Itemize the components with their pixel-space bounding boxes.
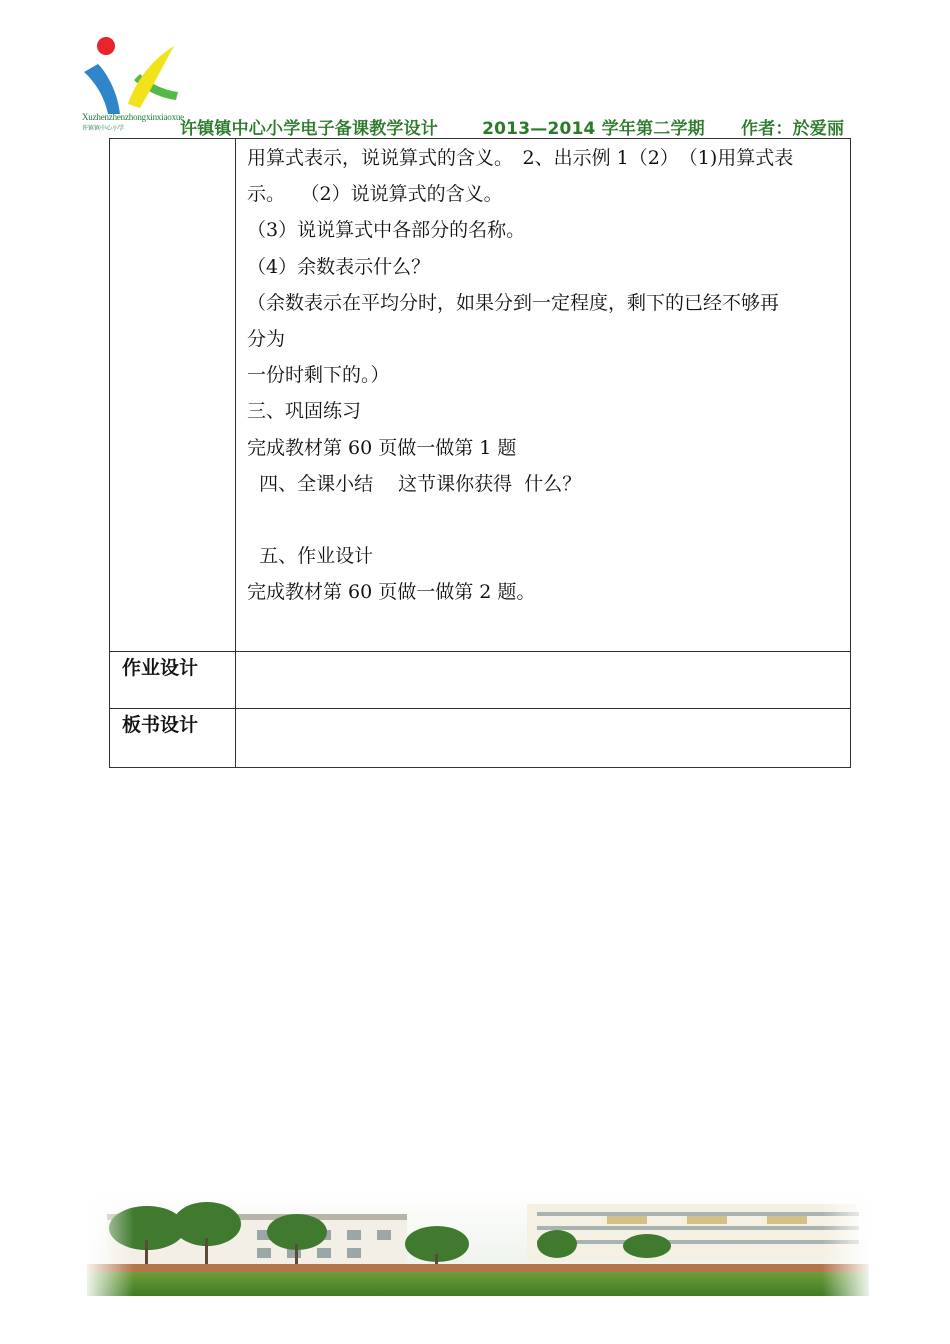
content-line: 完成教材第 60 页做一做第 2 题。: [247, 581, 536, 604]
header-term: 2013—2014 学年第二学期: [482, 119, 705, 139]
page-header: [180, 114, 844, 139]
board-value: [236, 709, 851, 768]
header-author: 作者：於爱丽: [741, 119, 845, 139]
logo-text: Xuzhenzhenzhongxinxiaoxue: [82, 112, 184, 122]
homework-value: [236, 652, 851, 709]
process-label-cell: [110, 139, 236, 652]
content-line: 用算式表示，说说算式的含义。 2、出示例 1（2） （1)用算式表: [247, 147, 794, 169]
content-line: （3）说说算式中各部分的名称。: [247, 219, 526, 242]
content-line: （4）余数表示什么？: [247, 255, 431, 278]
campus-photo: [87, 1188, 869, 1296]
logo-subtext: 许镇镇中心小学: [82, 125, 125, 132]
process-content: [237, 140, 849, 610]
logo-blue-stroke: [84, 64, 120, 114]
content-line: 三、巩固练习: [247, 400, 362, 423]
content-line: 五、作业设计: [247, 545, 374, 568]
homework-label: 作业设计: [110, 652, 236, 709]
content-line: 分为: [247, 328, 286, 351]
content-blank-line: [247, 502, 841, 538]
content-line: 完成教材第 60 页做一做第 1 题: [247, 436, 517, 459]
table-row-process: [110, 139, 851, 652]
content-line: 示。 （2）说说算式的含义。: [247, 183, 503, 206]
content-line: 一份时剩下的。）: [247, 364, 390, 387]
content-line: （余数表示在平均分时，如果分到一定程度，剩下的已经不够再: [247, 291, 780, 314]
table-row-board: [110, 709, 851, 768]
logo-yellow-stroke: [128, 46, 174, 108]
header-school-title: 许镇镇中心小学电子备课教学设计: [180, 119, 438, 139]
content-line: 四、全课小结 这节课你获得 什么？: [247, 472, 582, 495]
logo-red-dot: [97, 37, 115, 55]
table-row-homework: [110, 652, 851, 709]
process-content-cell: [236, 139, 851, 652]
lesson-plan-table: [109, 138, 851, 768]
board-label: 板书设计: [110, 709, 236, 768]
